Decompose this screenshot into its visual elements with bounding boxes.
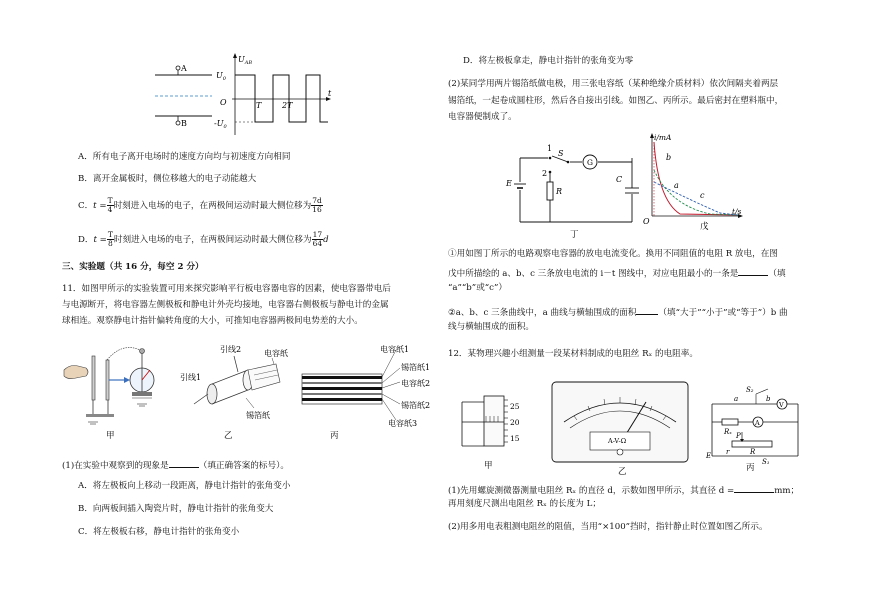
q10-option-c: C．t = $\frac{T}{4}$ 时刻进入电场的电子，在两极间运动时最大侧位移为 $\frac{7d}{16}$ xyxy=(78,196,322,214)
neg-u0-label: -U xyxy=(214,119,224,128)
q11-circle2-line2: 线与横轴围成的面积。 xyxy=(448,322,534,332)
tick-2t-label: 2T xyxy=(282,101,293,110)
decay-x-label: t/s xyxy=(732,207,742,216)
q11-circle1-line2: 戊中所描绘的 a、b、c 三条放电电流的 i－t 图线中，对应电阻最小的一条是 （填 xyxy=(448,266,786,280)
label-yinxian2: 引线2 xyxy=(220,345,242,354)
q11-stem-line1: 11．如图甲所示的实验装置可用来探究影响平行板电容器电容的因素，使电容器带电后 xyxy=(62,284,391,294)
svg-text:U0: $U_0$ xyxy=(216,71,226,82)
label-rx: Rₓ xyxy=(724,428,732,436)
answer-blank[interactable] xyxy=(169,458,199,468)
q12-sub1-line1: (1)先用螺旋测微器测量电阻丝 Rₓ 的直径 d，示数如图甲所示，其直径 d = mm； xyxy=(448,483,799,497)
label-r-rheostat: R xyxy=(750,448,756,456)
svg-text:-U0: $-U_0$ xyxy=(214,119,227,130)
rolled-capacitor-figure-yi xyxy=(176,342,286,442)
label-b: b xyxy=(766,395,771,403)
fig-yi-caption: 乙 xyxy=(224,431,233,441)
curve-c-label: c xyxy=(700,191,705,200)
answer-blank-diameter[interactable] xyxy=(734,483,774,493)
fig-bing-caption: 丙 xyxy=(330,431,339,441)
discharge-circuit-figure xyxy=(506,138,642,240)
q12-sub2: (2)用多用电表粗测电阻丝的阻值，当用“×100”挡时，指针静止时位置如图乙所示。 xyxy=(448,522,768,532)
q11-option-b: B．向两板间插入陶瓷片时，静电计指针的张角变大 xyxy=(78,504,274,514)
q11-option-c: C．将左极板右移，静电计指针的张角变小 xyxy=(78,527,240,537)
q10-option-b: B．离开金属板时，侧位移越大的电子动能越大 xyxy=(78,174,257,184)
answer-blank-resistance[interactable] xyxy=(738,266,768,276)
label-e: E xyxy=(706,452,712,460)
label-xibozhi: 锡箔纸 xyxy=(246,411,270,420)
label-a: a xyxy=(734,395,739,403)
q11-stem-line2: 与电源断开，将电容器左侧极板和静电计外壳均接地，电容器右侧极板与静电计的金属 xyxy=(62,300,389,310)
micrometer-tick-25: 25 xyxy=(510,402,520,411)
micrometer-figure xyxy=(458,386,538,476)
measurement-circuit-figure xyxy=(706,384,806,474)
t-axis-label: t xyxy=(328,89,332,98)
label-xibozhi2: 锡箔纸2 xyxy=(401,401,431,410)
decay-y-label: i/mA xyxy=(654,133,672,142)
origin-label: O xyxy=(220,98,227,107)
label-yinxian1: 引线1 xyxy=(180,373,202,382)
q11-circle1-line1: ①用如图丁所示的电路观察电容器的放电电流变化。换用不同阻值的电阻 R 放电，在图 xyxy=(448,249,778,259)
micrometer-tick-20: 20 xyxy=(510,418,520,427)
label-dianrongzhi3: 电容纸3 xyxy=(388,419,418,428)
circuit-label-g: G xyxy=(587,158,593,167)
q11-stem-line3: 球相连。观察静电计指针偏转角度的大小，可推知电容器两极间电势差的大小。 xyxy=(62,316,363,326)
decay-caption: 戊 xyxy=(700,222,709,232)
q10-option-d: D．t = $\frac{T}{8}$ 时刻进入电场的电子，在两极间运动时最大侧位移为 $\frac{17}{64}$ d xyxy=(78,230,329,248)
label-dianrongzhi2: 电容纸2 xyxy=(401,379,431,388)
plate-b-label: B xyxy=(181,119,187,128)
svg-text:UAB xyxy=(238,55,252,66)
label-s2: S₂ xyxy=(746,386,754,394)
fig-jia-caption: 甲 xyxy=(106,431,115,441)
apparatus-figure-jia xyxy=(62,342,172,442)
plate-a-label: A xyxy=(181,64,187,73)
meter-label: A-V-Ω xyxy=(608,437,627,445)
layered-capacitor-figure-bing xyxy=(300,342,430,442)
label-xibozhi1: 锡箔纸1 xyxy=(401,363,431,372)
multimeter-caption: 乙 xyxy=(618,467,627,477)
q11-option-a: A．将左极板向上移动一段距离，静电计指针的张角变小 xyxy=(78,481,291,491)
answer-blank-area[interactable] xyxy=(636,305,658,315)
discharge-current-graph xyxy=(640,130,760,230)
circuit-caption: 丁 xyxy=(570,230,579,240)
label-dianrongzhi: 电容纸 xyxy=(264,349,288,358)
q10-option-a: A．所有电子离开电场时的速度方向均与初速度方向相同 xyxy=(78,152,291,162)
voltage-waveform-figure xyxy=(150,50,350,140)
q11-circle2-line1: ②a、b、c 三条曲线中，a 曲线与横轴围成的面积 （填“大于”“小于”或“等于”）b 曲 xyxy=(448,305,788,319)
micrometer-tick-15: 15 xyxy=(510,434,520,443)
circuit-label-r: R xyxy=(556,187,563,196)
u0-label: U xyxy=(216,71,223,80)
curve-a-label: a xyxy=(674,181,679,190)
circuit-node-2: 2 xyxy=(542,169,548,178)
circuit-node-1: 1 xyxy=(547,144,553,153)
label-dianrongzhi1: 电容纸1 xyxy=(380,345,410,354)
label-p: P xyxy=(736,432,741,440)
q11-sub2-line1: (2)某同学用两片锡箔纸做电极，用三张电容纸（某种绝缘介质材料）依次间隔夹着两层 xyxy=(448,79,779,89)
label-v: V xyxy=(779,401,784,409)
micrometer-caption: 甲 xyxy=(484,461,493,471)
circuit-label-c: C xyxy=(616,175,623,184)
q11-option-d: D．将左极板拿走，静电计指针的张角变为零 xyxy=(463,56,634,66)
y-axis-label: U xyxy=(238,55,245,64)
q11-sub1: (1)在实验中观察到的现象是 （填正确答案的标号）。 xyxy=(62,458,289,472)
q11-sub2-line2: 锡箔纸，一起卷成圆柱形，然后各自接出引线。如图乙、丙所示。最后密封在塑料瓶中， xyxy=(448,96,784,106)
label-s1: S₁ xyxy=(762,458,770,466)
circuit-label-e: E xyxy=(506,179,512,188)
multimeter-figure xyxy=(550,380,700,476)
tick-t-label: T xyxy=(256,101,262,110)
q12-stem: 12．某物理兴趣小组测量一段某材料制成的电阻丝 Rₓ 的电阻率。 xyxy=(448,349,698,359)
decay-origin: O xyxy=(643,217,650,226)
section-heading: 三、实验题（共 16 分，每空 2 分） xyxy=(62,262,204,272)
circuit-label-s: S xyxy=(558,149,564,158)
q12-sub1-line2: 再用刻度尺测出电阻丝 Rₓ 的长度为 L； xyxy=(448,499,601,509)
q11-sub2-line3: 电容器便制成了。 xyxy=(448,112,517,122)
y-axis-sub: AB xyxy=(244,60,253,66)
label-r-internal: r xyxy=(726,448,730,456)
q11-circle1-line3: “a”“b”或“c”） xyxy=(448,283,507,293)
label-ammeter: A xyxy=(755,419,760,427)
curve-b-label: b xyxy=(666,153,672,162)
circuit-bing-caption: 丙 xyxy=(746,463,755,473)
